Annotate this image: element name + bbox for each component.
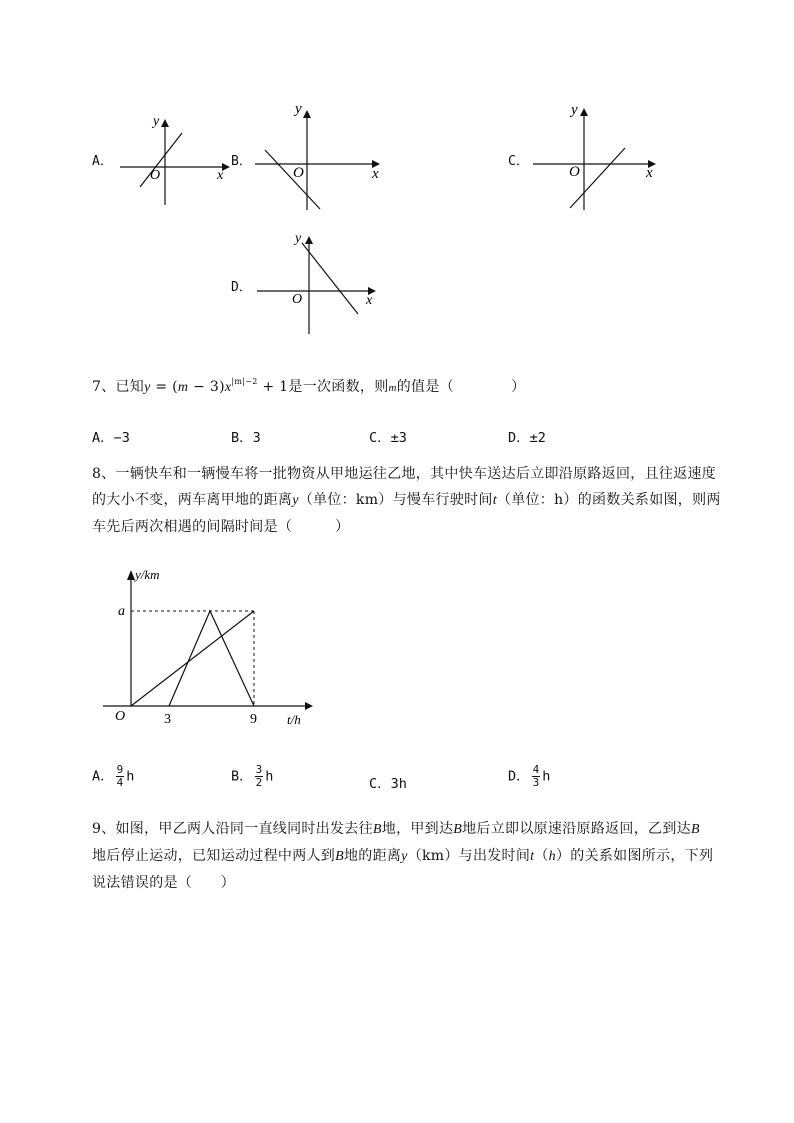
graph-c-y-label: y [571,102,578,118]
graph-a-y-label: y [153,114,160,129]
q8-option-b-fraction [255,764,264,789]
q8-chart-xlabel: t/h [287,712,301,727]
q8-line1: 8、一辆快车和一辆慢车将一批物资从甲地运往乙地，其中快车送达后立即沿原路返回，且往返速度 [92,466,717,482]
q8-chart [95,560,325,730]
q9-var-b2: B [453,822,463,837]
q7-option-d[interactable]: D．±2 [508,430,546,446]
q8-option-d-fraction [532,764,541,789]
q8-option-b[interactable] [231,764,273,789]
q9-line2d: （ [534,848,549,864]
q9-var-h: h [548,849,556,864]
question-8 [92,461,752,540]
graph-d-y-label: y [295,231,302,246]
q8-var-y: y [292,493,299,508]
graph-a-x-label: x [217,168,224,183]
q7-eq-exponent: |m|−2 [231,377,258,386]
graph-d [252,228,392,338]
graph-c [528,98,668,218]
q8-line3: 车先后两次相遇的间隔时间是（ ） [92,519,350,535]
graph-b-y-label: y [295,101,302,117]
q9-line1c: 地后立即以原速沿原路返回，乙到达 [462,821,691,837]
q8-line2 [92,487,752,514]
option-c-label: C． [508,154,529,169]
graph-a [110,105,240,215]
q8-var-t: t [492,493,497,508]
q8-option-d-prefix: D． [508,768,530,785]
q8-option-a-den: 4 [116,776,124,789]
q9-line2c: （km）与出发时间 [407,848,531,864]
q8-option-b-prefix: B． [231,768,253,785]
q8-option-d-den: 3 [532,776,540,789]
q7-eq-eq: = ( [150,379,178,395]
q8-option-d-unit: h [542,768,551,785]
q7-eq-x: x [224,380,232,395]
graph-c-x-label: x [646,165,653,181]
graph-c-origin: O [569,164,580,180]
q7-option-a[interactable]: A．−3 [92,430,130,446]
q8-chart-a-label: a [118,604,125,619]
graph-a-origin: O [150,168,161,183]
q9-line2 [92,843,752,870]
q8-option-a-unit: h [126,768,135,785]
q8-option-b-unit: h [265,768,274,785]
q9-var-b3: B [690,822,700,837]
q9-var-t: t [530,849,535,864]
q8-line2c: （单位：h）的函数关系如图，则两 [496,492,721,508]
q7-prefix: 7、已知 [92,379,145,395]
q7-var-m: m [388,382,397,394]
q8-option-d[interactable] [508,764,550,789]
q9-var-b4: B [335,849,344,864]
question-9 [92,816,752,896]
q9-line1a: 9、如图，甲乙两人沿同一直线同时出发去往 [92,821,373,837]
q8-chart-origin: O [115,709,126,724]
graph-b-x-label: x [372,166,379,182]
q9-var-b1: B [372,822,382,837]
q8-option-d-num: 4 [532,763,540,776]
q7-option-c[interactable]: C．±3 [369,430,407,446]
q9-line1b: 地，甲到达 [381,821,454,837]
q9-line2a: 地后停止运动，已知运动过程中两人到 [92,848,336,864]
q9-line2e: ）的关系如图所示，下列 [555,848,714,864]
option-d-label: D． [231,280,252,295]
q8-chart-tick-9: 9 [250,712,257,727]
q7-eq-m: m [177,380,189,395]
q7-eq-tail: + 1 [257,379,289,395]
q8-line2b: （单位：km）与慢车行驶时间 [298,492,493,508]
q7-suffix2: 的值是（ ） [396,379,526,395]
q9-var-y: y [401,849,408,864]
graph-b [250,98,390,218]
question-7 [92,369,752,401]
graph-d-origin: O [292,292,303,307]
q8-chart-tick-3: 3 [164,712,171,727]
q9-line2b: 地的距离 [343,848,402,864]
q7-option-b[interactable]: B．3 [231,430,261,446]
q8-option-c[interactable]: C．3h [369,776,407,792]
option-b-label: B． [231,154,252,169]
option-a-label: A． [92,154,113,169]
q9-line3: 说法错误的是（ ） [92,875,235,891]
q7-eq-y: y [144,380,151,395]
q8-option-a-prefix: A． [92,768,114,785]
graph-d-x-label: x [366,293,373,308]
q8-option-b-den: 2 [255,776,263,789]
q8-line2a: 的大小不变，两车离甲地的距离 [92,492,293,508]
q7-suffix1: 是一次函数，则 [288,379,389,395]
q8-chart-ylabel: y/km [135,567,160,582]
graph-b-origin: O [293,165,304,181]
q7-eq-mid: − 3) [188,379,225,395]
q8-option-a[interactable] [92,764,134,789]
q8-option-b-num: 3 [255,763,263,776]
q8-option-a-num: 9 [116,763,124,776]
q8-option-a-fraction [116,764,125,789]
q9-line1 [92,816,752,843]
